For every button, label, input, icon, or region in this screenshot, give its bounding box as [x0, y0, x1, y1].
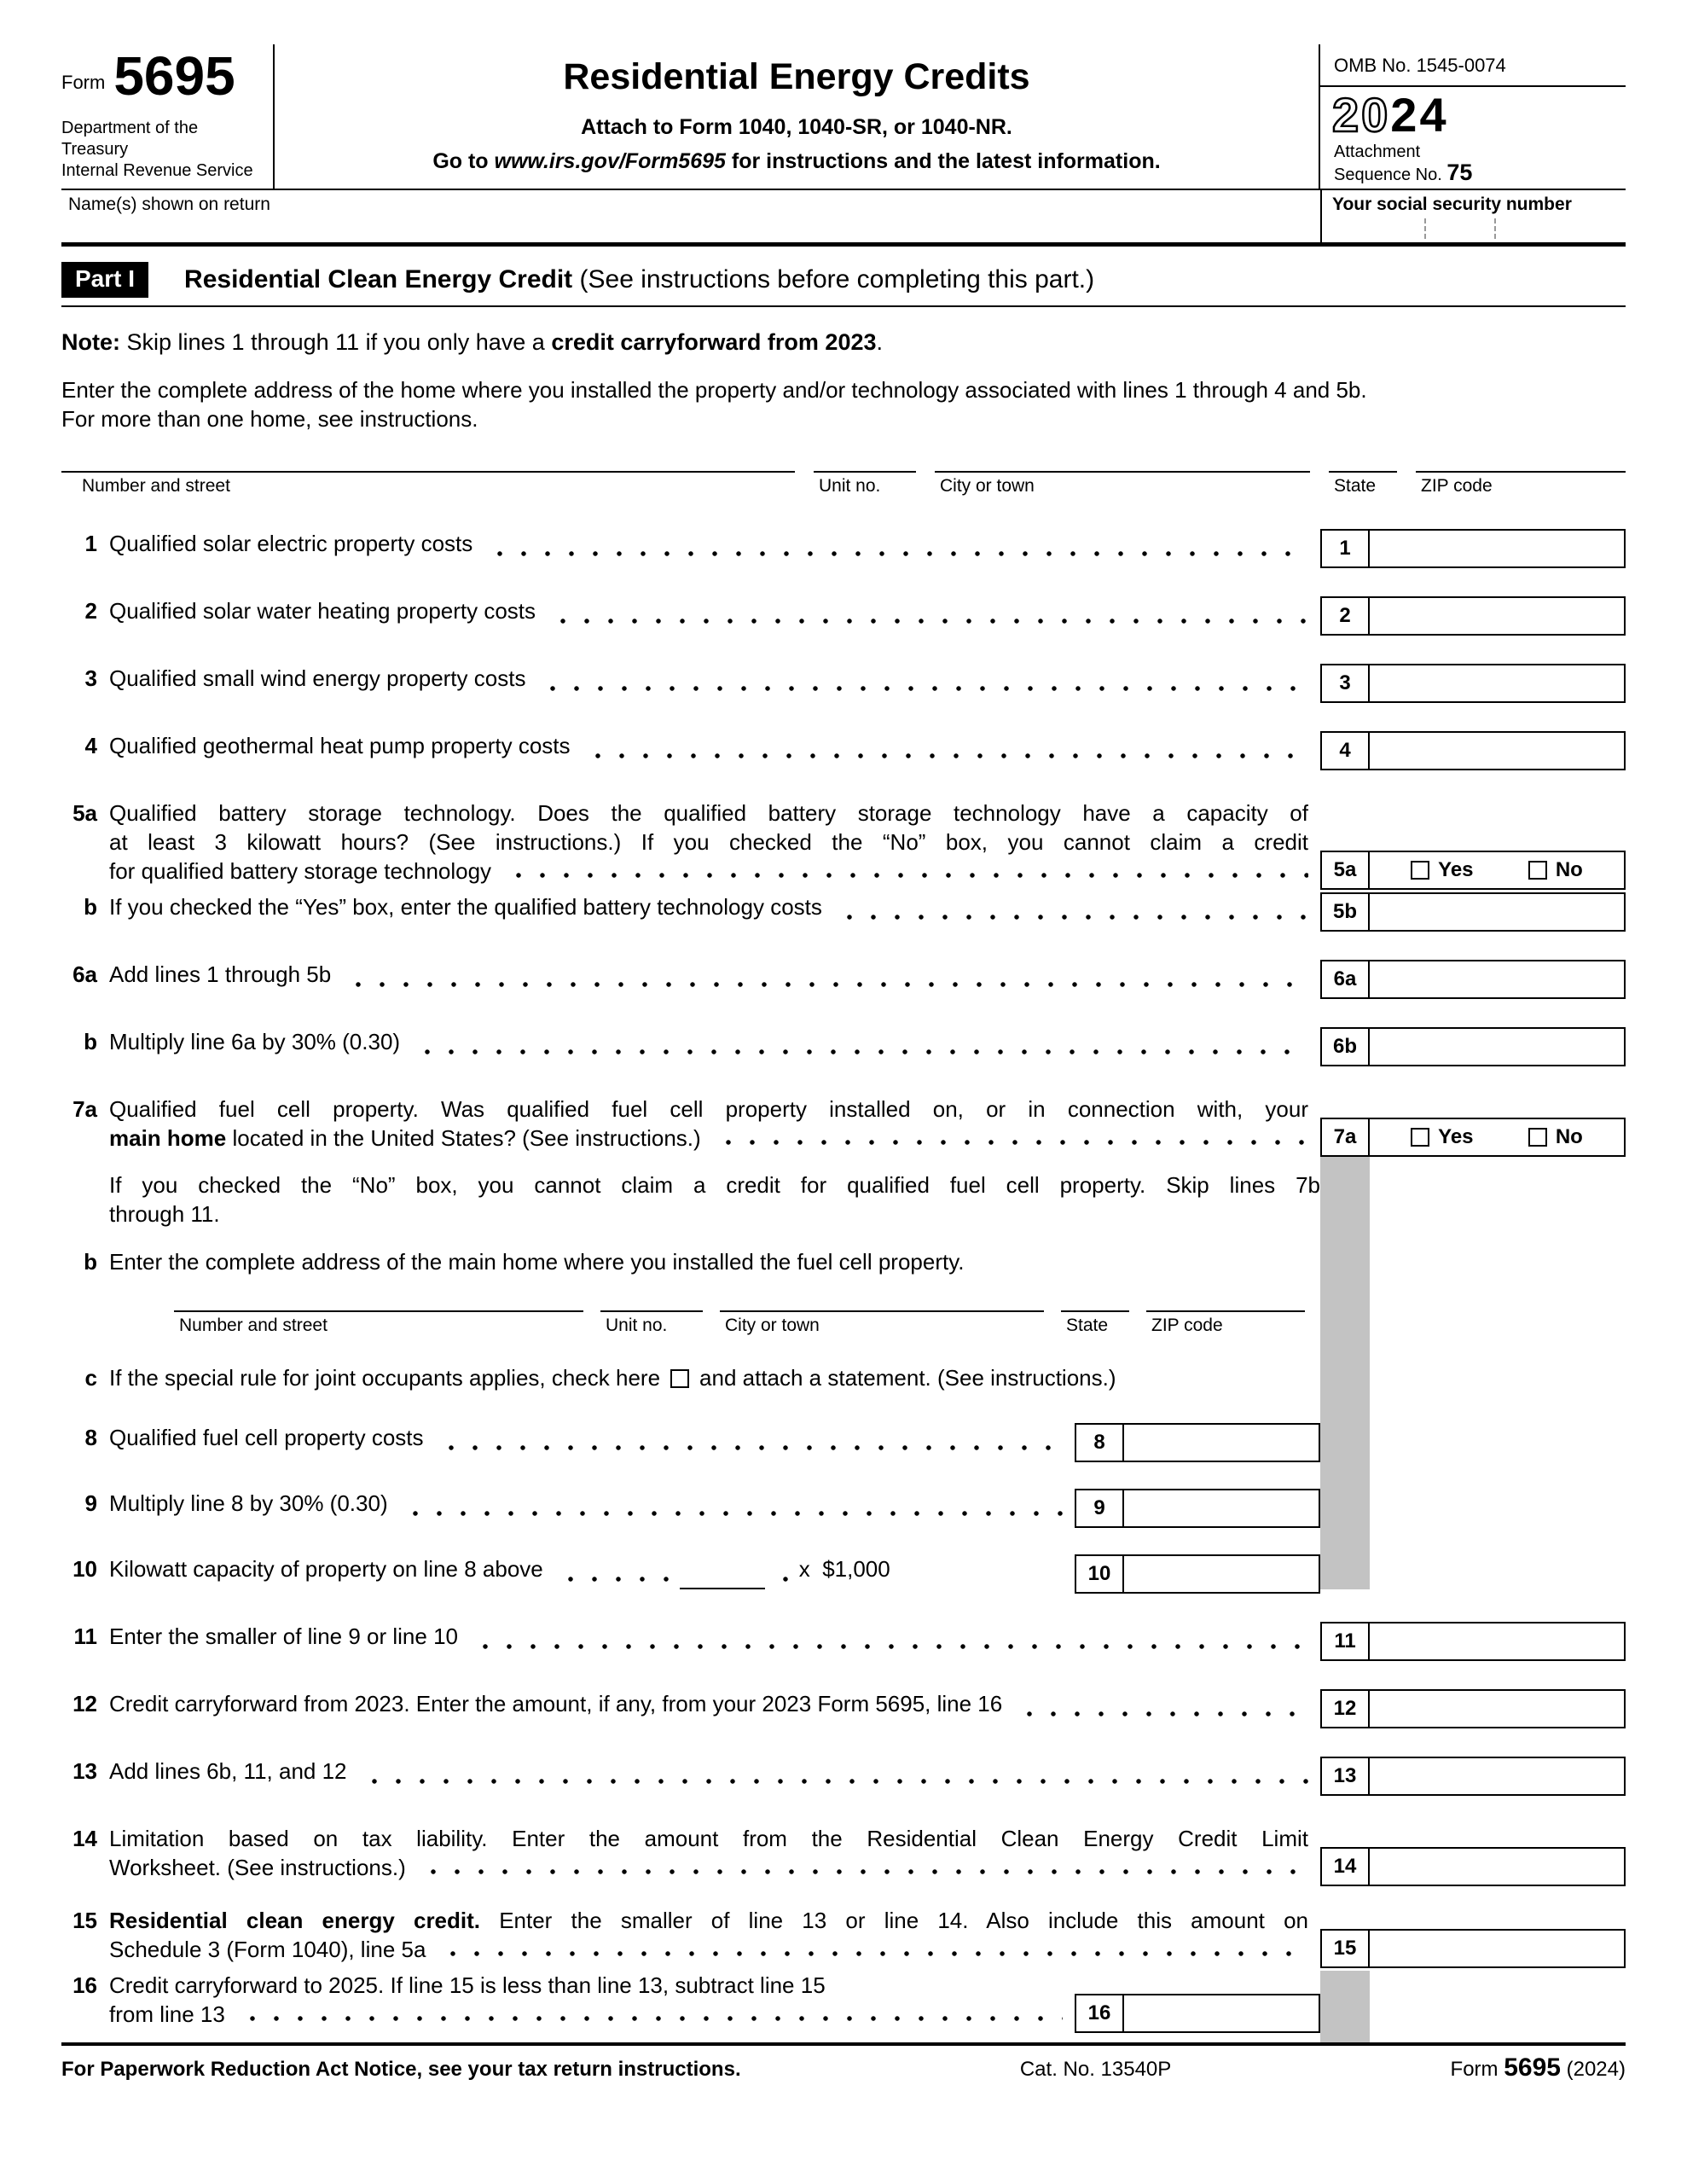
line-2-entry — [1320, 596, 1626, 636]
address-unit-field[interactable] — [814, 471, 916, 497]
form-title-block — [275, 44, 1320, 189]
line-15-text-1: Residential clean energy credit. Enter the smaller of line 13 or line 14. Also include this amount on — [109, 1908, 1309, 1933]
part1-badge: Part I — [61, 262, 148, 298]
line-12-entry — [1320, 1689, 1626, 1728]
line-11-row — [61, 1622, 1626, 1657]
line-4-entry — [1320, 731, 1626, 770]
yes-label: Yes — [1438, 858, 1474, 881]
line-1-box-label: 1 — [1320, 529, 1370, 568]
omb-year-block — [1320, 44, 1626, 189]
line-16-entry — [1075, 1994, 1320, 2033]
dot-leader — [410, 1027, 1308, 1062]
dot-leader — [711, 1124, 1308, 1153]
dot-leader — [235, 2000, 1063, 2029]
street-label: Number and street — [82, 476, 230, 496]
line-6a-amount-box[interactable] — [1370, 960, 1626, 999]
irs-label: Internal Revenue Service — [61, 161, 253, 180]
line-6a-row — [61, 960, 1626, 995]
line-4-number: 4 — [84, 733, 97, 758]
line-7c-text: If the special rule for joint occupants applies, check here and attach a statement. (See instructions.) — [109, 1365, 1116, 1391]
line-10-row — [61, 1554, 1626, 1589]
line-3-row — [61, 664, 1626, 699]
line-16-text-1: Credit carryforward to 2025. If line 15 is less than line 13, subtract line 15 — [109, 1972, 826, 1998]
form-title: Residential Energy Credits — [563, 56, 1030, 97]
line-7a-row — [61, 1095, 1626, 1153]
unit-label: Unit no. — [819, 476, 881, 496]
line-5b-entry — [1320, 892, 1626, 932]
line-10-entry — [1075, 1554, 1320, 1594]
line-8-text: Qualified fuel cell property costs — [109, 1425, 424, 1450]
street-label: Number and street — [179, 1316, 328, 1335]
line-13-box-label: 13 — [1320, 1757, 1370, 1796]
dot-leader — [436, 1935, 1308, 1964]
dot-leader — [416, 1853, 1308, 1882]
line-11-box-label: 11 — [1320, 1622, 1370, 1661]
line-14-text-1: Limitation based on tax liability. Enter the amount from the Residential Clean Energy Credit Limit — [109, 1826, 1308, 1851]
line-11-amount-box[interactable] — [1370, 1622, 1626, 1661]
line-16-box-label: 16 — [1075, 1994, 1124, 2033]
line-10-text: Kilowatt capacity of property on line 8 above — [109, 1556, 543, 1582]
line-1-number: 1 — [84, 531, 97, 556]
dot-leader — [434, 1423, 1063, 1458]
intro-paragraph — [61, 375, 1626, 433]
kilowatt-capacity-field[interactable] — [680, 1554, 765, 1589]
line-5b-text: If you checked the “Yes” box, enter the qualified battery technology costs — [109, 894, 822, 920]
line-2-row — [61, 596, 1626, 631]
line-6a-entry — [1320, 960, 1626, 999]
ssn-field[interactable] — [1320, 190, 1626, 242]
fuel-cell-address-row — [174, 1310, 1305, 1336]
state-label: State — [1066, 1316, 1109, 1335]
line-3-amount-box[interactable] — [1370, 664, 1626, 703]
line-1-row — [61, 529, 1626, 564]
line-6b-amount-box[interactable] — [1370, 1027, 1626, 1066]
line-7b-text: Enter the complete address of the main home where you installed the fuel cell property. — [109, 1249, 965, 1275]
line-4-box-label: 4 — [1320, 731, 1370, 770]
line-13-entry — [1320, 1757, 1626, 1796]
line-5a-text-2: at least 3 kilowatt hours? (See instructions.) If you checked the “No” box, you cannot claim a credit — [109, 829, 1308, 855]
line-5a-yesno-area — [1370, 851, 1626, 890]
line-5b-amount-box[interactable] — [1370, 892, 1626, 932]
form-number: 5695 — [113, 45, 235, 107]
line-10-box-label: 10 — [1075, 1554, 1124, 1594]
dot-leader — [341, 960, 1308, 995]
dot-leader — [1012, 1689, 1308, 1724]
catalog-number: Cat. No. 13540P — [1019, 2058, 1172, 2081]
line-10-number: 10 — [72, 1556, 97, 1582]
form-number-block — [61, 44, 275, 189]
line-9-box-label: 9 — [1075, 1489, 1124, 1528]
line-6a-text: Add lines 1 through 5b — [109, 961, 332, 987]
line-6b-entry — [1320, 1027, 1626, 1066]
name-ssn-row — [61, 190, 1626, 247]
note-paragraph: Note: Skip lines 1 through 11 if you only have a credit carryforward from 2023. — [61, 329, 884, 355]
line-11-text: Enter the smaller of line 9 or line 10 — [109, 1623, 458, 1649]
line-8-box-label: 8 — [1075, 1423, 1124, 1462]
attach-instruction: Attach to Form 1040, 1040-SR, or 1040-NR. — [581, 115, 1012, 139]
line-3-box-label: 3 — [1320, 664, 1370, 703]
line-12-text: Credit carryforward from 2023. Enter the amount, if any, from your 2023 Form 5695, line 16 — [109, 1691, 1003, 1716]
line-2-amount-box[interactable] — [1370, 596, 1626, 636]
line-7a-no-checkbox[interactable] — [1528, 1128, 1547, 1147]
intro-line2: For more than one home, see instructions. — [61, 406, 478, 432]
line-8-amount-box[interactable] — [1124, 1423, 1320, 1462]
fuel-cell-city-field[interactable] — [720, 1310, 1044, 1336]
line-6b-box-label: 6b — [1320, 1027, 1370, 1066]
goto-instruction: Go to www.irs.gov/Form5695 for instructions and the latest information. — [432, 149, 1161, 173]
address-city-field[interactable] — [935, 471, 1310, 497]
line-6b-number: b — [84, 1029, 97, 1054]
fuel-cell-street-field[interactable] — [174, 1310, 583, 1336]
line-2-number: 2 — [84, 598, 97, 624]
line-5b-row — [61, 892, 1626, 927]
line-7a-continuation — [109, 1157, 1320, 1228]
line-9-number: 9 — [84, 1490, 97, 1516]
multiplier-text: x $1,000 — [798, 1556, 890, 1582]
no-label: No — [1555, 858, 1583, 881]
line-7a-entry — [1320, 1118, 1626, 1157]
form-header — [61, 44, 1626, 190]
line-9-text: Multiply line 8 by 30% (0.30) — [109, 1490, 388, 1516]
line-9-entry — [1075, 1489, 1320, 1528]
omb-number: OMB No. 1545-0074 — [1320, 44, 1626, 87]
ssn-separator — [1424, 218, 1426, 239]
line-8-row — [61, 1423, 1626, 1458]
sequence-label: Sequence No. 75 — [1334, 160, 1473, 185]
dot-leader — [501, 857, 1308, 886]
line-2-box-label: 2 — [1320, 596, 1370, 636]
line-4-text: Qualified geothermal heat pump property costs — [109, 733, 571, 758]
line-3-number: 3 — [84, 665, 97, 691]
line-15-row — [61, 1906, 1626, 1964]
line-15-number: 15 — [72, 1908, 97, 1933]
home-address-row — [61, 471, 1626, 497]
paperwork-notice: For Paperwork Reduction Act Notice, see your tax return instructions. — [61, 2058, 741, 2081]
fuel-cell-zip-field[interactable] — [1146, 1310, 1305, 1336]
line-6a-box-label: 6a — [1320, 960, 1370, 999]
line-7a-text-2: main home located in the United States? (See instructions.) — [109, 1125, 701, 1151]
line-12-box-label: 12 — [1320, 1689, 1370, 1728]
joint-occupants-checkbox[interactable] — [670, 1369, 689, 1388]
line-16-text-2: from line 13 — [109, 2001, 225, 2027]
line-6b-text: Multiply line 6a by 30% (0.30) — [109, 1029, 401, 1054]
line-14-row — [61, 1824, 1626, 1882]
ssn-label: Your social security number — [1332, 195, 1572, 214]
line-13-amount-box[interactable] — [1370, 1757, 1626, 1796]
line-13-row — [61, 1757, 1626, 1792]
line-14-amount-box[interactable] — [1370, 1847, 1626, 1886]
line-8-entry — [1075, 1423, 1320, 1462]
line-5b-number: b — [84, 894, 97, 920]
line-1-text: Qualified solar electric property costs — [109, 531, 473, 556]
address-street-field[interactable] — [61, 471, 795, 497]
dept-treasury-label: Department of the Treasury — [61, 119, 199, 159]
line-5a-text-1: Qualified battery storage technology. Does the qualified battery storage technology have a capacity of — [109, 800, 1308, 826]
line-1-entry — [1320, 529, 1626, 568]
sequence-number: 75 — [1446, 160, 1473, 185]
dot-leader — [536, 664, 1308, 699]
fuel-cell-unit-field[interactable] — [600, 1310, 703, 1336]
line-5a-yes-checkbox[interactable] — [1411, 861, 1429, 880]
line-5a-number: 5a — [72, 800, 97, 826]
line-7a-number: 7a — [72, 1096, 97, 1122]
fuel-cell-section — [61, 1157, 1626, 1589]
zip-label: ZIP code — [1151, 1316, 1223, 1335]
irs-url: www.irs.gov/Form5695 — [494, 149, 726, 173]
line-4-row — [61, 731, 1626, 766]
line-2-text: Qualified solar water heating property costs — [109, 598, 536, 624]
city-label: City or town — [940, 476, 1035, 496]
line-14-number: 14 — [72, 1826, 97, 1851]
state-label: State — [1334, 476, 1377, 496]
part1-title: Residential Clean Energy Credit (See instructions before completing this part.) — [184, 265, 1095, 293]
line-5a-no-checkbox[interactable] — [1528, 861, 1547, 880]
dot-leader — [398, 1489, 1063, 1524]
name-field[interactable] — [61, 190, 1320, 242]
line-12-amount-box[interactable] — [1370, 1689, 1626, 1728]
yes-label: Yes — [1438, 1125, 1474, 1148]
tax-year: 2024 — [1332, 88, 1449, 142]
line-4-amount-box[interactable] — [1370, 731, 1626, 770]
line-16-section — [61, 1971, 1626, 2042]
intro-line1: Enter the complete address of the home where you installed the property and/or technology associated with lines 1 through 4 and 5b. — [61, 377, 1367, 403]
no-label: No — [1555, 1125, 1583, 1148]
address-zip-field[interactable] — [1416, 471, 1626, 497]
line-7a-note-1: If you checked the “No” box, you cannot claim a credit for qualified fuel cell property. Skip lines 7b — [109, 1172, 1320, 1198]
line-3-entry — [1320, 664, 1626, 703]
line-7c-number: c — [84, 1365, 97, 1391]
dot-leader — [468, 1622, 1308, 1657]
city-label: City or town — [725, 1316, 820, 1335]
line-11-entry — [1320, 1622, 1626, 1661]
line-5b-box-label: 5b — [1320, 892, 1370, 932]
line-15-amount-box[interactable] — [1370, 1929, 1626, 1968]
line-15-box-label: 15 — [1320, 1929, 1370, 1968]
dot-leader — [546, 596, 1308, 631]
line-7b-number: b — [84, 1249, 97, 1275]
line-14-entry — [1320, 1847, 1626, 1886]
line-6b-row — [61, 1027, 1626, 1062]
line-7a-text-1: Qualified fuel cell property. Was qualified fuel cell property installed on, or in connection with, your — [109, 1096, 1308, 1122]
line-7a-yesno-area — [1370, 1118, 1626, 1157]
attachment-sequence — [1320, 142, 1626, 185]
address-state-field[interactable] — [1329, 471, 1397, 497]
line-7b-row — [61, 1247, 1320, 1276]
fuel-cell-state-field[interactable] — [1061, 1310, 1129, 1336]
line-16-amount-box[interactable] — [1124, 1994, 1320, 2033]
line-16-number: 16 — [72, 1972, 97, 1998]
line-13-text: Add lines 6b, 11, and 12 — [109, 1758, 347, 1784]
ssn-separator — [1494, 218, 1496, 239]
form-word-label: Form — [61, 72, 106, 93]
line-14-text-2: Worksheet. (See instructions.) — [109, 1855, 406, 1880]
part1-header — [61, 262, 1626, 307]
line-14-box-label: 14 — [1320, 1847, 1370, 1886]
line-12-number: 12 — [72, 1691, 97, 1716]
line-3-text: Qualified small wind energy property costs — [109, 665, 526, 691]
line-8-number: 8 — [84, 1425, 97, 1450]
line-5a-entry — [1320, 851, 1626, 890]
line-11-number: 11 — [73, 1623, 97, 1649]
dot-leader — [832, 892, 1308, 927]
dot-leader — [554, 1554, 673, 1589]
line-6a-number: 6a — [72, 961, 97, 987]
form-footer — [61, 2042, 1626, 2084]
line-1-amount-box[interactable] — [1370, 529, 1626, 568]
dot-leader — [581, 731, 1308, 766]
shaded-no-entry-area — [1320, 1971, 1370, 2042]
name-label: Name(s) shown on return — [68, 195, 270, 214]
line-5a-row — [61, 799, 1626, 886]
footer-form-id: Form 5695 (2024) — [1450, 2053, 1626, 2082]
attachment-label: Attachment — [1334, 142, 1421, 161]
line-15-entry — [1320, 1929, 1626, 1968]
line-7a-note-2: through 11. — [109, 1201, 220, 1227]
unit-label: Unit no. — [606, 1316, 668, 1335]
line-7a-yes-checkbox[interactable] — [1411, 1128, 1429, 1147]
line-13-number: 13 — [72, 1758, 97, 1784]
line-5a-box-label: 5a — [1320, 851, 1370, 890]
line-12-row — [61, 1689, 1626, 1724]
line-7a-box-label: 7a — [1320, 1118, 1370, 1157]
dot-leader — [357, 1757, 1308, 1792]
line-5a-text-3: for qualified battery storage technology — [109, 858, 492, 884]
shaded-no-entry-area — [1320, 1157, 1370, 1589]
line-10-amount-box[interactable] — [1124, 1554, 1320, 1594]
dot-leader — [768, 1554, 791, 1589]
line-16-row — [61, 1971, 1626, 2029]
line-9-amount-box[interactable] — [1124, 1489, 1320, 1528]
line-9-row — [61, 1489, 1626, 1524]
line-7c-row — [61, 1363, 1320, 1392]
zip-label: ZIP code — [1421, 476, 1493, 496]
dot-leader — [483, 529, 1308, 564]
line-15-text-2: Schedule 3 (Form 1040), line 5a — [109, 1937, 426, 1962]
